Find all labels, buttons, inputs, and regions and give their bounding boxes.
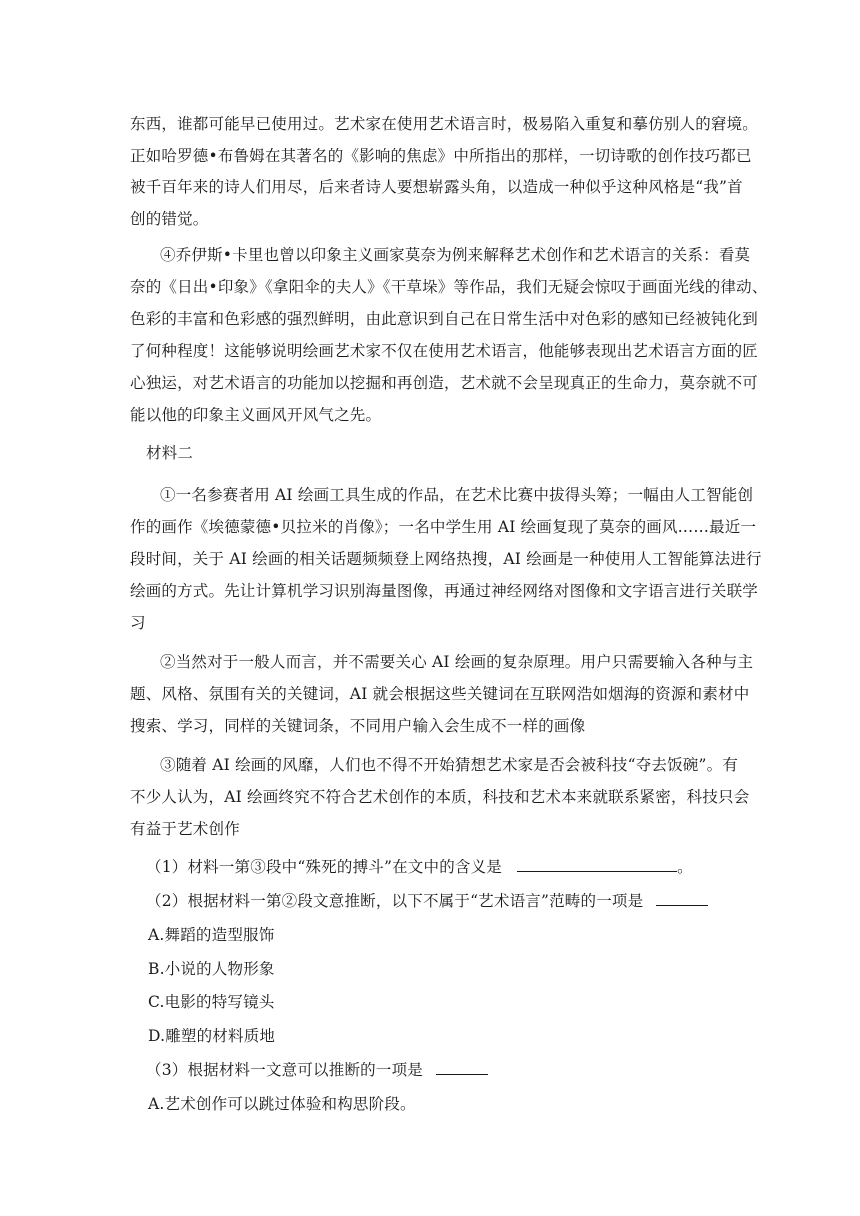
paragraph-first-line: ①一名参赛者用 AI 绘画工具生成的作品，在艺术比赛中拔得头筹；一幅由人工智能创 xyxy=(160,486,754,504)
question-text: （3）根据材料一文意可以推断的一项是 xyxy=(146,1061,423,1079)
text-line: 奈的《日出•印象》《拿阳伞的夫人》《干草垛》等作品，我们无疑会惊叹于画面光线的律动、 xyxy=(130,278,768,296)
answer-blank[interactable] xyxy=(656,891,708,906)
answer-blank[interactable] xyxy=(517,857,677,872)
text-line: 能以他的印象主义画风开风气之先。 xyxy=(130,406,382,424)
paragraph-first-line: ③随着 AI 绘画的风靡，人们也不得不开始猜想艺术家是否会被科技“夺去饭碗”。有 xyxy=(160,756,739,774)
text-line: 了何种程度！这能够说明绘画艺术家不仅在使用艺术语言，他能够表现出艺术语言方面的匠 xyxy=(130,342,759,360)
text-line: 段时间，关于 AI 绘画的相关话题频频登上网络热搜，AI 绘画是一种使用人工智能算法进行 xyxy=(130,550,762,568)
question-text: （1）材料一第③段中“殊死的搏斗”在文中的含义是 xyxy=(146,858,503,876)
text-line: 绘画的方式。先让计算机学习识别海量图像，再通过神经网络对图像和文字语言进行关联学 xyxy=(130,582,759,600)
text-line: 不少人认为，AI 绘画终究不符合艺术创作的本质，科技和艺术本来就联系紧密，科技只会 xyxy=(130,788,750,806)
option-a: A.舞蹈的造型服饰 xyxy=(148,926,275,944)
question-2 xyxy=(146,891,746,911)
text-line: 作的画作《埃德蒙德•贝拉米的肖像》；一名中学生用 AI 绘画复现了莫奈的画风……最近一 xyxy=(130,518,757,536)
paragraph-first-line: ②当然对于一般人而言，并不需要关心 AI 绘画的复杂原理。用户只需要输入各种与主 xyxy=(160,653,754,671)
text-line: 色彩的丰富和色彩感的强烈鲜明，由此意识到自己在日常生活中对色彩的感知已经被钝化到 xyxy=(130,310,759,328)
option-d: D.雕塑的材料质地 xyxy=(148,1027,276,1045)
text-line: 搜索、学习，同样的关键词条，不同用户输入会生成不一样的画像 xyxy=(130,717,586,735)
text-line: 习 xyxy=(130,614,146,632)
option-c: C.电影的特写镜头 xyxy=(148,993,275,1011)
text-line: 正如哈罗德•布鲁姆在其著名的《影响的焦虑》中所指出的那样，一切诗歌的创作技巧都已 xyxy=(130,147,752,165)
section-heading: 材料二 xyxy=(146,444,194,462)
question-end-punct: 。 xyxy=(677,858,693,876)
paragraph-first-line: ④乔伊斯•卡里也曾以印象主义画家莫奈为例来解释艺术创作和艺术语言的关系：看莫 xyxy=(160,246,751,264)
question-text: （2）根据材料一第②段文意推断，以下不属于“艺术语言”范畴的一项是 xyxy=(146,892,644,910)
option-a: A.艺术创作可以跳过体验和构思阶段。 xyxy=(148,1095,416,1113)
text-line: 创的错觉。 xyxy=(130,210,209,228)
text-line: 东西，谁都可能早已使用过。艺术家在使用艺术语言时，极易陷入重复和摹仿别人的窘境。 xyxy=(130,115,759,133)
option-b: B.小说的人物形象 xyxy=(148,960,275,978)
question-3 xyxy=(146,1060,746,1080)
answer-blank[interactable] xyxy=(436,1060,488,1075)
text-line: 心独运，对艺术语言的功能加以挖掘和再创造，艺术就不会呈现真正的生命力，莫奈就不可 xyxy=(130,374,759,392)
question-1 xyxy=(146,857,746,877)
text-line: 题、风格、氛围有关的关键词，AI 就会根据这些关键词在互联网浩如烟海的资源和素材中 xyxy=(130,685,750,703)
text-line: 有益于艺术创作 xyxy=(130,820,240,838)
text-line: 被千百年来的诗人们用尽，后来者诗人要想崭露头角，以造成一种似乎这种风格是“我”首 xyxy=(130,178,743,196)
